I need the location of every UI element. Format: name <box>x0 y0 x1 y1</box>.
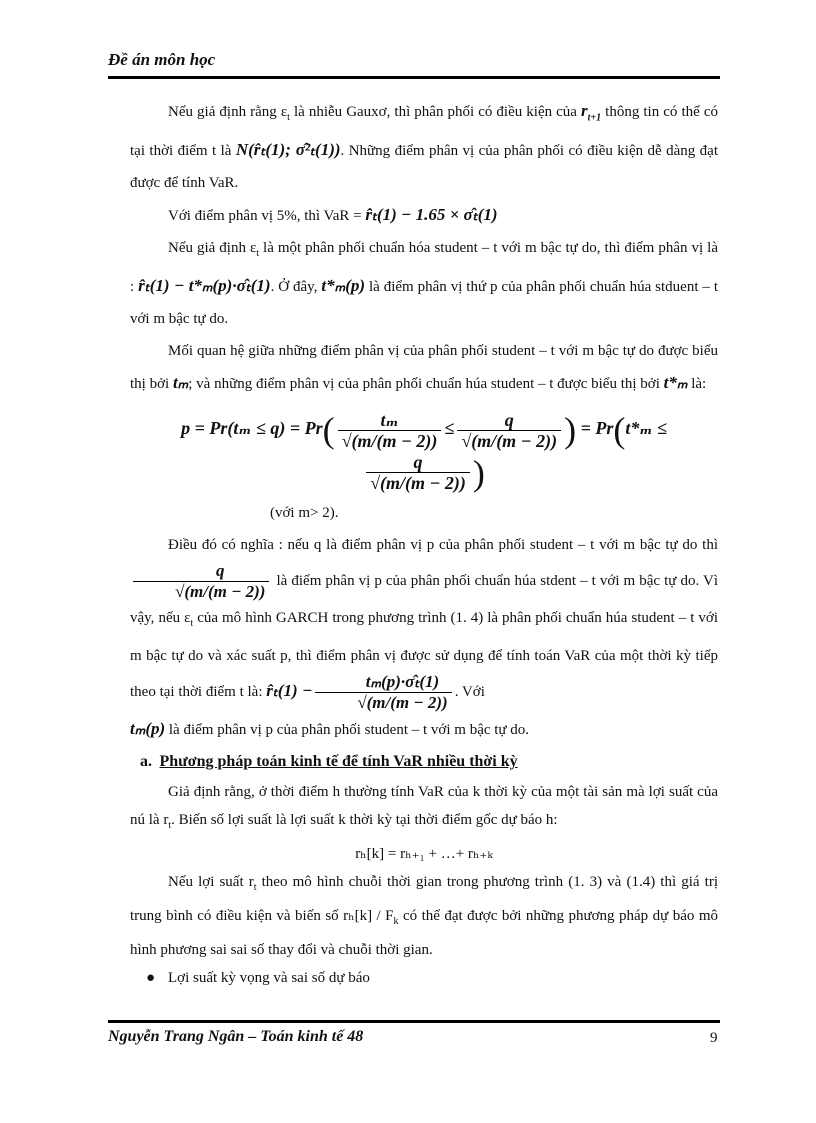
fraction: $\frac{q}{√(m/(m - 2))}$ <box>133 561 269 602</box>
text: Nếu giả định ε <box>168 240 257 257</box>
paragraph-1 <box>130 95 718 199</box>
header-rule <box>108 76 720 79</box>
paragraph-4 <box>130 335 718 400</box>
paragraph-5 <box>130 529 718 713</box>
text: . Những điểm phân vị của phân phối có điều kiện dễ dàng đạt được để tính VaR. <box>130 143 719 192</box>
paragraph-6 <box>130 713 718 746</box>
footer-author: Nguyễn Trang Ngân – Toán kinh tế 48 <box>108 1028 364 1045</box>
text: của mô hình GARCH trong phương trình (1. 4) là phân phối chuẩn húa student – t với m bậc tự do và xác suất p, thì điểm phân vị được sử dụng để tính toán VaR của một thời kỳ tiếp theo tại thời điểm t là: <box>130 610 718 701</box>
text: Với điểm phân vị 5%, thì VaR = <box>168 208 366 225</box>
math-t-m: tₘ <box>172 373 189 393</box>
subscript: t <box>168 820 172 832</box>
page-number: 9 <box>710 1030 718 1046</box>
section-title: Phương pháp toán kinh tế để tính VaR nhiều thời kỳ <box>159 753 518 771</box>
le-sign: ≤ <box>444 418 455 439</box>
text: . Với <box>454 684 485 701</box>
text: là một phân phối chuẩn hóa student – t với m bậc tự do, thì điểm phân vị là : <box>130 240 718 296</box>
body-text <box>130 95 718 992</box>
subscript: k <box>393 916 399 928</box>
formula-mid: = Pr <box>580 418 614 439</box>
bullet-icon: ● <box>146 970 156 987</box>
math-t-m-p: tₘ(p) <box>130 719 166 739</box>
fraction: $\frac{\text{tₘ(p)·σ̂ₜ(1)}}{√(m/(m - 2))}$ <box>315 672 451 713</box>
text: là nhiễu Gauxơ, thì phân phối có điều kiện của <box>289 104 582 120</box>
text: có thể đạt được bởi những phương pháp dự báo mô hình phương sai sai số thay đổi và chuỗi thời gian. <box>130 908 718 959</box>
text: ; và những điểm phân vị của phân phối chuẩn húa student – t được biểu thị bởi <box>188 376 664 393</box>
text: . Biến số lợi suất là lợi suất k thời kỳ tại thời điểm gốc dự báo h: <box>171 812 558 829</box>
math-t-star: t*ₘ(p) <box>321 276 366 296</box>
text: theo mô hình chuỗi thời gian trong phương trình (1. 3) và (1.4) thì giá trị trung bình có điều kiện và biến số rₕ[k] / F <box>130 874 719 925</box>
fraction: $\frac{q}{√(m/(m - 2))}$ <box>366 452 470 493</box>
text: Giả định rằng, ở thời điểm h thường tính VaR của k thời kỳ của một tài sản mà lợi suất của nú là r <box>130 784 718 829</box>
subscript: t <box>253 882 257 894</box>
subscript: t <box>256 248 260 260</box>
paragraph-7 <box>130 778 718 840</box>
formula-left: p = Pr(tₘ ≤ q) = Pr <box>181 418 323 439</box>
text: Nếu lợi suất r <box>168 874 254 891</box>
header-title: Đề án môn học <box>108 50 216 69</box>
math-var-5pct: r̂ₜ(1) − 1.65 × σ̂ₜ(1) <box>365 205 498 225</box>
section-label: a. <box>140 753 152 771</box>
text: . Ở đây, <box>270 279 322 296</box>
text: là: <box>687 376 707 393</box>
text: thông tin có thể có tại thời điểm t là <box>130 104 718 160</box>
math-var-t: r̂ₜ(1) − <box>266 681 313 701</box>
math-quantile: r̂ₜ(1) − t*ₘ(p)·σ̂ₜ(1) <box>138 276 271 296</box>
bullet-text: Lợi suất kỳ vọng và sai số dự báo <box>168 970 370 987</box>
math-r-t1: $r_{t+1}$ <box>581 101 602 124</box>
paragraph-3 <box>130 232 718 335</box>
subscript: t <box>190 618 194 630</box>
formula-t-star: t*ₘ ≤ <box>625 418 667 439</box>
footer-rule <box>108 1020 720 1023</box>
text: Nếu giả định rằng ε <box>168 104 288 120</box>
text: là điểm phân vị thứ p của phân phối chuẩn húa stduent – t với m bậc tự do. <box>130 279 719 328</box>
text: Điều đó có nghĩa : nếu q là điểm phân vị p của phân phối student – t với m bậc tự do thì <box>168 537 718 554</box>
math-normal-dist: N(r̂ₜ(1); σ̂²ₜ(1)) <box>235 140 341 160</box>
text: là điểm phân vị p của phân phối chuẩn húa stdent – t với m bậc tự do. Vì vậy, nếu ε <box>130 573 718 627</box>
equation-line: rₕ[k] = rₕ₊₁ + …+ rₕ₊ₖ <box>355 846 493 863</box>
subscript: t <box>287 112 290 123</box>
paragraph-2 <box>130 199 718 232</box>
paragraph-8 <box>130 868 718 964</box>
math-t-m-star: t*ₘ <box>663 373 688 393</box>
text: là điểm phân vị p của phân phối student – t với m bậc tự do. <box>165 722 530 739</box>
text: Mối quan hệ giữa những điểm phân vị của phân phối student – t với m bậc tự do được biểu thị bởi <box>130 343 718 393</box>
display-formula: p = Pr(tₘ ≤ q) = Pr( $\frac{\text{tₘ}}{√(m/(m - 2))}$ ≤ $\frac{q}{√(m/(m - 2))}$ ) = Pr(t*ₘ ≤ $\frac{q}{√(m/(m - 2))}$ ) <box>181 409 667 494</box>
condition: (với m> 2). <box>270 505 339 522</box>
fraction: $\frac{\text{tₘ}}{√(m/(m - 2))}$ <box>338 410 442 451</box>
fraction: $\frac{q}{√(m/(m - 2))}$ <box>457 410 561 451</box>
bullet-item <box>130 964 718 992</box>
section-heading-a <box>140 746 718 778</box>
